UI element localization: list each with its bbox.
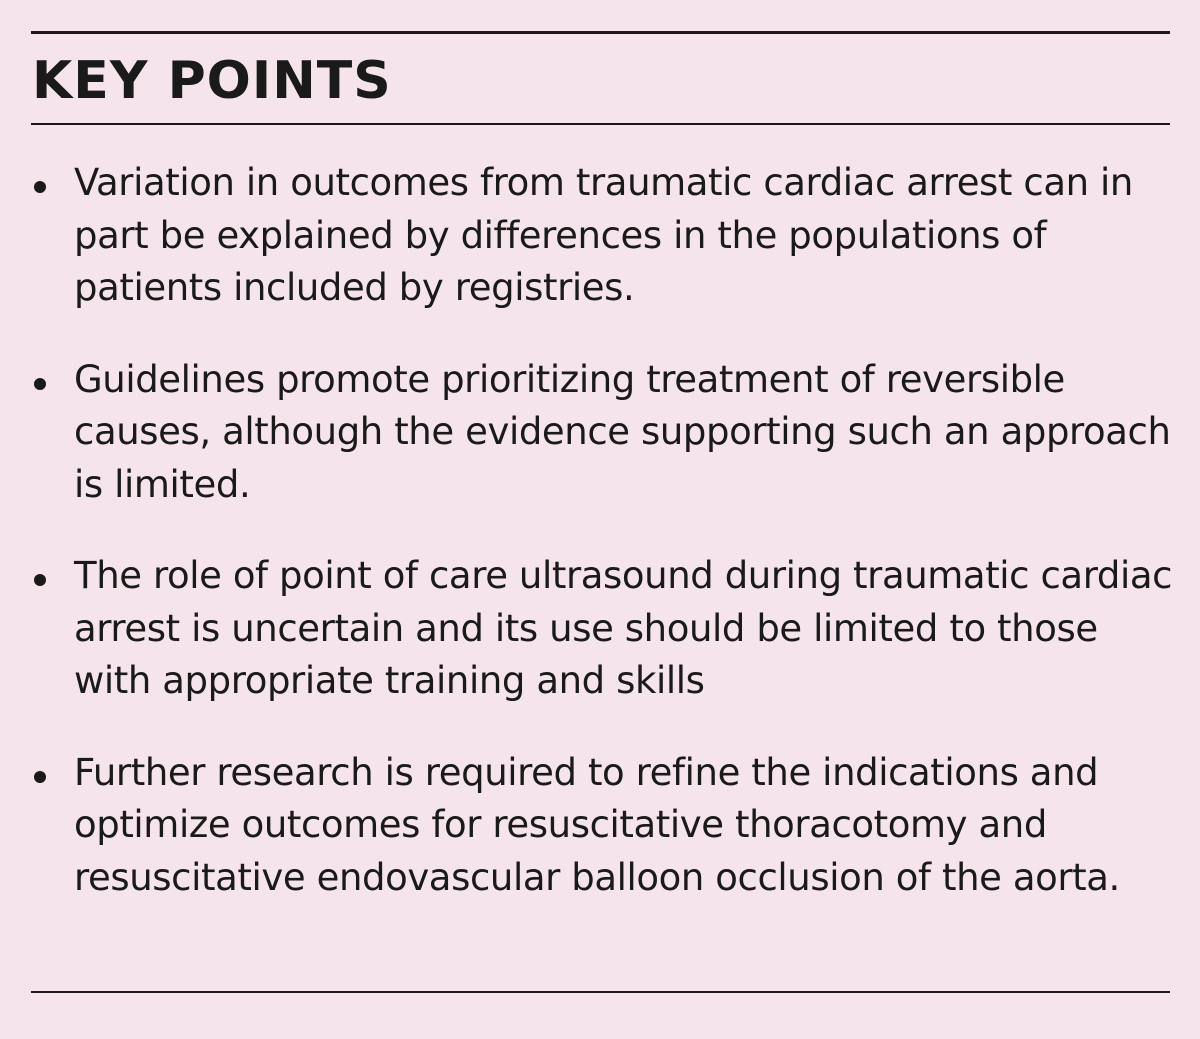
key-point-text: Variation in outcomes from traumatic cardiac arrest can in part be explained by differences in the populations of patients included by registries.: [74, 161, 1133, 309]
bullet-icon: [34, 574, 46, 586]
bullet-icon: [34, 771, 46, 783]
heading-rule: [31, 123, 1170, 125]
key-point-text: Further research is required to refine the indications and optimize outcomes for resuscitative thoracotomy and resuscitative endovascular balloon occlusion of the aorta.: [74, 750, 1120, 899]
key-point-item: [34, 550, 1174, 708]
key-points-heading: KEY POINTS: [32, 51, 392, 111]
key-point-text: Guidelines promote prioritizing treatment of reversible causes, although the evidence supporting such an approach is limited.: [74, 357, 1171, 506]
bullet-icon: [34, 181, 46, 193]
key-points-list: [34, 157, 1174, 943]
key-point-item: [34, 747, 1174, 905]
key-point-text: The role of point of care ultrasound during traumatic cardiac arrest is uncertain and its use should be limited to those with appropriate training and skills: [74, 554, 1173, 702]
top-rule: [31, 31, 1170, 34]
key-point-item: [34, 354, 1174, 512]
bullet-icon: [34, 378, 46, 390]
key-point-item: [34, 157, 1174, 315]
bottom-rule: [31, 991, 1170, 993]
